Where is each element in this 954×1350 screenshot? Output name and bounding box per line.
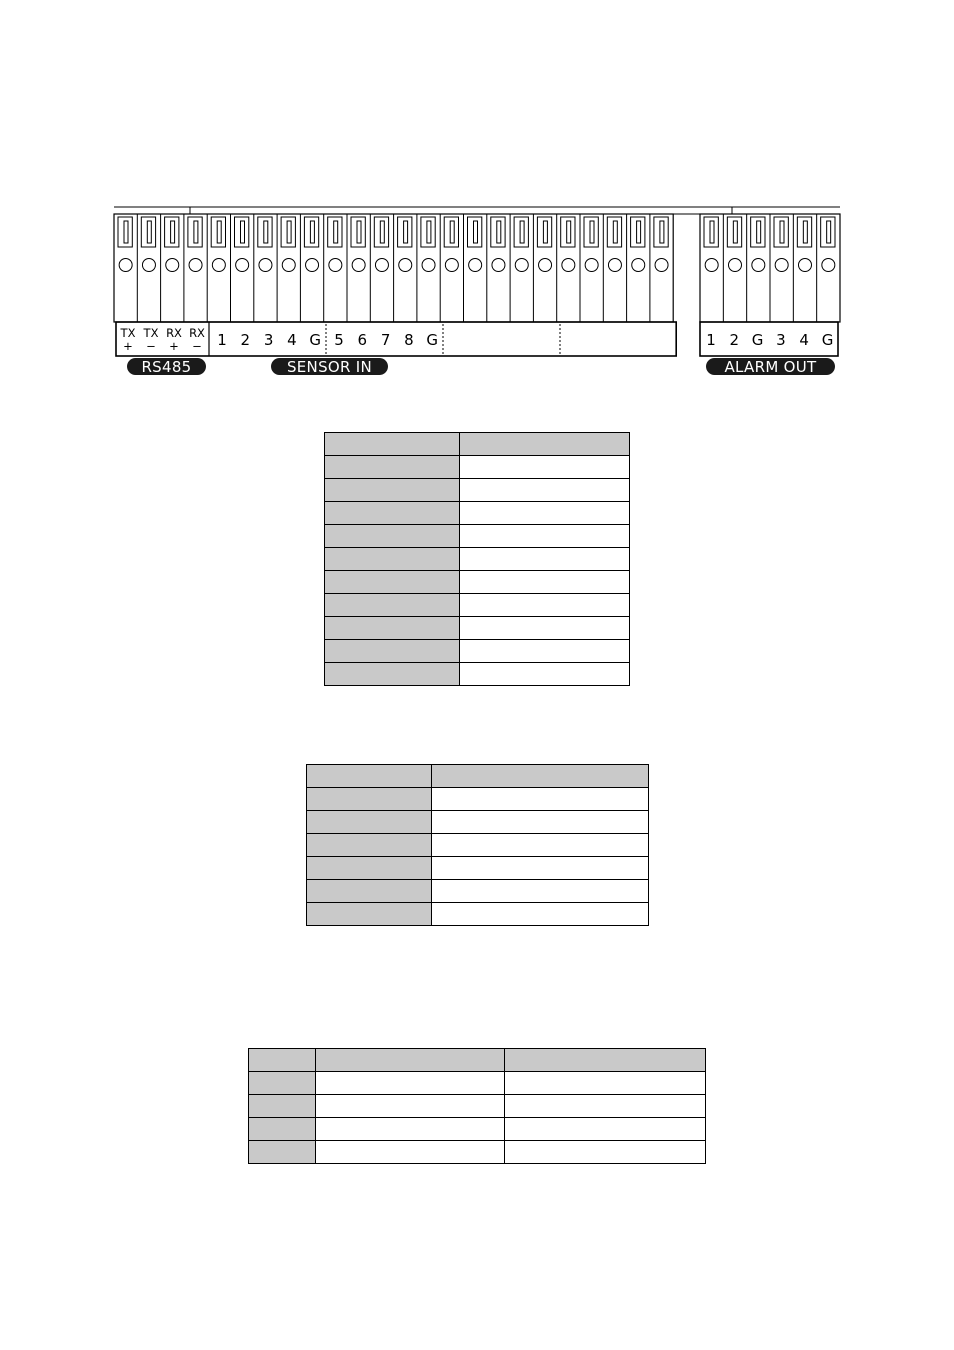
right-screw-slot bbox=[827, 221, 831, 243]
left-screw-slot bbox=[450, 221, 454, 243]
table-row bbox=[325, 525, 630, 548]
table-cell bbox=[325, 525, 460, 548]
left-wire-hole bbox=[166, 259, 179, 272]
left-screw-slot bbox=[567, 221, 571, 243]
table-row bbox=[307, 880, 649, 903]
left-screw-slot bbox=[543, 221, 547, 243]
alarm-pin-label: 2 bbox=[729, 331, 740, 349]
left-screw-slot bbox=[497, 221, 501, 243]
left-screw-slot bbox=[380, 221, 384, 243]
rs485-pin-label-bottom: − bbox=[192, 339, 202, 353]
table-cell bbox=[505, 1095, 706, 1118]
left-screw-slot bbox=[287, 221, 291, 243]
table-row bbox=[249, 1072, 706, 1095]
table-row bbox=[325, 479, 630, 502]
table-cell bbox=[249, 1072, 316, 1095]
left-screw-slot bbox=[217, 221, 221, 243]
sensor-pin-label: G bbox=[426, 331, 439, 349]
rs485-pin-label-bottom: − bbox=[146, 339, 156, 353]
table-cell bbox=[505, 1118, 706, 1141]
table-row bbox=[307, 834, 649, 857]
right-wire-hole bbox=[705, 259, 718, 272]
table-cell bbox=[307, 903, 432, 926]
sensor-pin-label: 2 bbox=[240, 331, 251, 349]
left-wire-hole bbox=[422, 259, 435, 272]
table-cell bbox=[459, 663, 629, 686]
table-cell bbox=[307, 765, 432, 788]
right-screw-slot bbox=[710, 221, 714, 243]
rs485-pin-label-top: TX bbox=[120, 326, 136, 340]
table-cell bbox=[325, 594, 460, 617]
table-cell bbox=[325, 479, 460, 502]
right-wire-hole bbox=[775, 259, 788, 272]
table-cell bbox=[249, 1049, 316, 1072]
left-screw-slot bbox=[241, 221, 245, 243]
table-cell bbox=[315, 1118, 505, 1141]
table-cell bbox=[505, 1141, 706, 1164]
left-wire-hole bbox=[212, 259, 225, 272]
sensor-pin-label: G bbox=[309, 331, 322, 349]
left-wire-hole bbox=[632, 259, 645, 272]
left-wire-hole bbox=[608, 259, 621, 272]
right-wire-hole bbox=[799, 259, 812, 272]
table-cell bbox=[307, 857, 432, 880]
table-cell bbox=[459, 640, 629, 663]
table-row bbox=[325, 456, 630, 479]
table-cell bbox=[431, 765, 648, 788]
table-row bbox=[325, 594, 630, 617]
left-screw-slot bbox=[171, 221, 175, 243]
pin-table-3-body bbox=[249, 1049, 706, 1164]
rs485-pin-label-top: RX bbox=[189, 326, 205, 340]
table-cell bbox=[505, 1049, 706, 1072]
table-row bbox=[325, 663, 630, 686]
sensor-pin-label: 5 bbox=[334, 331, 344, 349]
table-cell bbox=[325, 502, 460, 525]
sensor-pin-label: 3 bbox=[263, 331, 274, 349]
left-screw-slot bbox=[404, 221, 408, 243]
left-screw-slot bbox=[590, 221, 594, 243]
alarm-pin-label: 4 bbox=[799, 331, 809, 349]
pin-table-2 bbox=[306, 764, 649, 926]
rs485-pin-label-bottom: + bbox=[123, 339, 133, 353]
rs485-pin-label-top: RX bbox=[166, 326, 182, 340]
table-cell bbox=[325, 456, 460, 479]
sensor-pin-label: 6 bbox=[357, 331, 368, 349]
left-wire-hole bbox=[306, 259, 319, 272]
pin-table-1-body bbox=[325, 433, 630, 686]
table-cell bbox=[307, 834, 432, 857]
left-screw-slot bbox=[334, 221, 338, 243]
table-cell bbox=[307, 788, 432, 811]
table-row bbox=[307, 903, 649, 926]
table-cell bbox=[249, 1118, 316, 1141]
table-cell bbox=[459, 456, 629, 479]
left-wire-hole bbox=[655, 259, 668, 272]
right-wire-hole bbox=[822, 259, 835, 272]
table-cell bbox=[431, 903, 648, 926]
left-screw-slot bbox=[124, 221, 128, 243]
left-wire-hole bbox=[539, 259, 552, 272]
table-cell bbox=[459, 525, 629, 548]
left-wire-hole bbox=[375, 259, 388, 272]
left-wire-hole bbox=[329, 259, 342, 272]
left-wire-hole bbox=[352, 259, 365, 272]
sensor-pin-label: 1 bbox=[217, 331, 227, 349]
left-wire-hole bbox=[189, 259, 202, 272]
pin-table-3 bbox=[248, 1048, 706, 1164]
table-cell bbox=[249, 1095, 316, 1118]
table-cell bbox=[307, 880, 432, 903]
table-cell bbox=[325, 663, 460, 686]
pin-table-2-body bbox=[307, 765, 649, 926]
alarm-pin-label: G bbox=[821, 331, 834, 349]
table-cell bbox=[459, 548, 629, 571]
table-cell bbox=[249, 1141, 316, 1164]
table-cell bbox=[459, 502, 629, 525]
left-screw-slot bbox=[520, 221, 524, 243]
terminal-block-diagram bbox=[0, 0, 954, 400]
left-wire-hole bbox=[585, 259, 598, 272]
table-cell bbox=[315, 1049, 505, 1072]
left-wire-hole bbox=[142, 259, 155, 272]
alarm-pin-label: G bbox=[751, 331, 764, 349]
table-row bbox=[325, 548, 630, 571]
left-screw-slot bbox=[264, 221, 268, 243]
table-cell bbox=[325, 571, 460, 594]
left-wire-hole bbox=[399, 259, 412, 272]
pin-table-1 bbox=[324, 432, 630, 686]
table-cell bbox=[325, 617, 460, 640]
table-row bbox=[307, 857, 649, 880]
left-screw-slot bbox=[474, 221, 478, 243]
table-cell bbox=[325, 548, 460, 571]
left-wire-hole bbox=[282, 259, 295, 272]
sensor-pin-label: 7 bbox=[380, 331, 391, 349]
alarm-out-group-label: ALARM OUT bbox=[724, 358, 817, 376]
table-cell bbox=[459, 594, 629, 617]
left-wire-hole bbox=[469, 259, 482, 272]
table-row bbox=[325, 571, 630, 594]
table-cell bbox=[459, 617, 629, 640]
sensor-pin-label: 4 bbox=[287, 331, 297, 349]
table-cell bbox=[431, 788, 648, 811]
left-wire-hole bbox=[515, 259, 528, 272]
table-header-row bbox=[307, 765, 649, 788]
left-screw-slot bbox=[194, 221, 198, 243]
left-screw-slot bbox=[147, 221, 151, 243]
right-wire-hole bbox=[729, 259, 742, 272]
right-screw-slot bbox=[803, 221, 807, 243]
table-cell bbox=[431, 811, 648, 834]
left-wire-hole bbox=[236, 259, 249, 272]
rs485-pin-label-bottom: + bbox=[169, 339, 179, 353]
table-cell bbox=[459, 479, 629, 502]
left-screw-slot bbox=[310, 221, 314, 243]
left-wire-hole bbox=[259, 259, 272, 272]
right-wire-hole bbox=[752, 259, 765, 272]
right-label-strip bbox=[700, 322, 838, 356]
sensor-in-group-label: SENSOR IN bbox=[286, 358, 373, 376]
table-cell bbox=[431, 857, 648, 880]
right-screw-slot bbox=[757, 221, 761, 243]
left-screw-slot bbox=[357, 221, 361, 243]
rs485-pin-label-top: TX bbox=[143, 326, 159, 340]
left-wire-hole bbox=[445, 259, 458, 272]
table-row bbox=[249, 1118, 706, 1141]
table-row bbox=[325, 502, 630, 525]
table-cell bbox=[459, 571, 629, 594]
rs485-group-label: RS485 bbox=[141, 358, 192, 376]
left-wire-hole bbox=[562, 259, 575, 272]
table-row bbox=[325, 617, 630, 640]
table-cell bbox=[315, 1095, 505, 1118]
right-screw-slot bbox=[733, 221, 737, 243]
table-row bbox=[249, 1141, 706, 1164]
left-screw-slot bbox=[637, 221, 641, 243]
table-row bbox=[249, 1095, 706, 1118]
alarm-pin-label: 3 bbox=[776, 331, 786, 349]
left-wire-hole bbox=[119, 259, 132, 272]
table-cell bbox=[431, 880, 648, 903]
left-screw-slot bbox=[660, 221, 664, 243]
left-wire-hole bbox=[492, 259, 505, 272]
table-cell bbox=[307, 811, 432, 834]
table-row bbox=[325, 640, 630, 663]
table-cell bbox=[315, 1141, 505, 1164]
left-screw-slot bbox=[427, 221, 431, 243]
table-header-row bbox=[249, 1049, 706, 1072]
table-cell bbox=[325, 640, 460, 663]
table-header-row bbox=[325, 433, 630, 456]
right-screw-slot bbox=[780, 221, 784, 243]
table-cell bbox=[315, 1072, 505, 1095]
table-row bbox=[307, 811, 649, 834]
left-screw-slot bbox=[613, 221, 617, 243]
table-cell bbox=[325, 433, 460, 456]
table-cell bbox=[459, 433, 629, 456]
table-row bbox=[307, 788, 649, 811]
alarm-pin-label: 1 bbox=[706, 331, 716, 349]
sensor-pin-label: 8 bbox=[404, 331, 414, 349]
table-cell bbox=[431, 834, 648, 857]
table-cell bbox=[505, 1072, 706, 1095]
